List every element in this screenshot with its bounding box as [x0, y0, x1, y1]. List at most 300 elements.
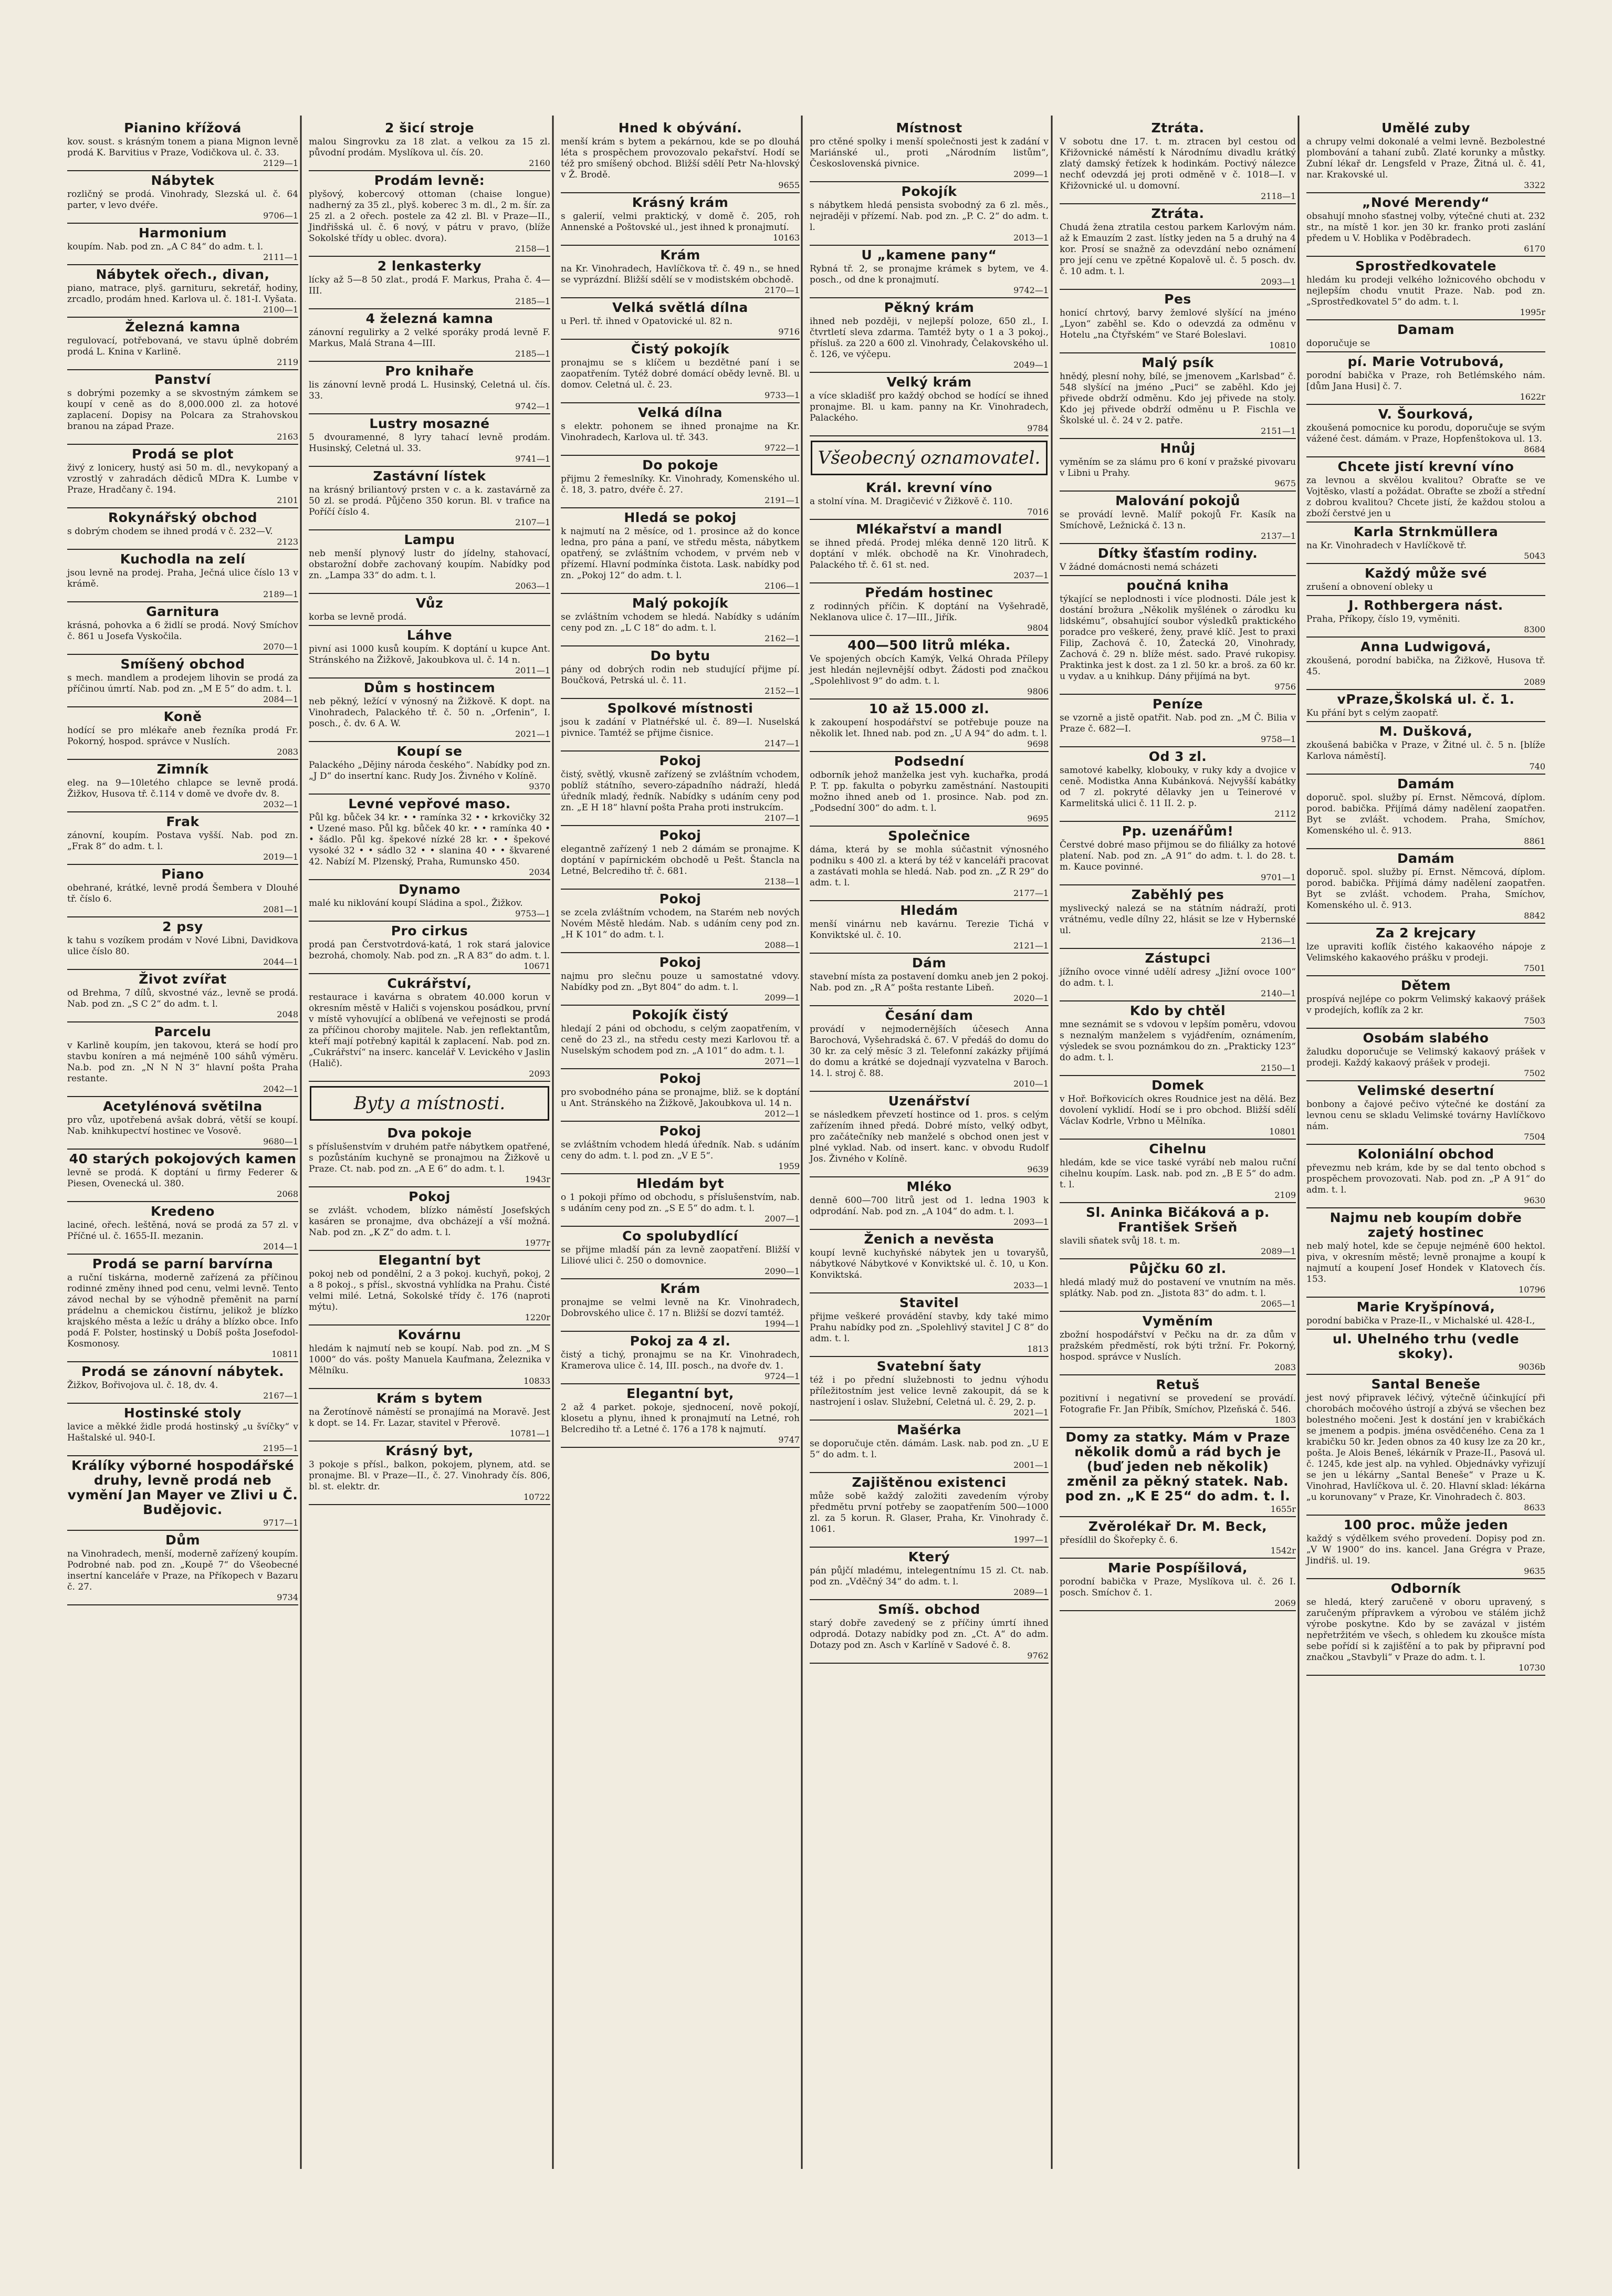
- ad-heading: Pro cirkus: [391, 923, 468, 938]
- ad-body: plyšový, kobercový ottoman (chaise longue) nadherný za 35 zl., plyš. koberec 3 m. dl., 2 m. šír. za 25 zl. a 2 ořech. postele za 42 zl. Bl. v Praze—II., Jindřišská ul. č. 6 nový, v pátru v pravo, (blíže Sokolské třídy u oblec. dvora).: [309, 189, 550, 244]
- ad-body: s nábytkem hledá pensista svobodný za 6 zl. měs., nejraději v přízemí. Nab. pod zn. „P. C. 2“ do adm. t. l.: [810, 200, 1049, 233]
- ad-reference-code: 1622r: [1520, 392, 1545, 402]
- classified-ad: [67, 552, 298, 602]
- classified-ad: [1060, 121, 1296, 204]
- ad-reference-code: 2111—1: [263, 252, 298, 262]
- ad-heading: Cihelnu: [1149, 1141, 1207, 1156]
- classified-ad: [67, 1025, 298, 1097]
- ad-body: pronajme se velmi levně na Kr. Vinohradech, Dobrovského ulice č. 17 n. Bližší se dozví tamtéž.: [561, 1297, 800, 1319]
- ad-reference-code: 9762: [1027, 1651, 1049, 1661]
- ad-body: v Karlině koupím, jen takovou, která se hodí pro stavbu koníren a má nejméně 100 sáhů výměru. Na.b. pod zn. „N N N 3“ hlavní pošta Praha restante.: [67, 1040, 298, 1084]
- ad-heading: Anna Ludwigová,: [1360, 639, 1492, 654]
- classified-ad: [561, 1176, 800, 1227]
- ad-body: se provádí levně. Malíř pokojů Fr. Kasík na Smíchově, Ležnická č. 13 n.: [1060, 509, 1296, 531]
- ad-reference-code: 8842: [1524, 911, 1545, 921]
- classified-ad: [561, 596, 800, 646]
- ad-body: Půl kg. bůček 34 kr. • • ramínka 32 • • krkovičky 32 • Uzené maso. Půl kg. bůček 40 kr. • • ramínka 40 • • šádlo. Půl kg. špekové nízké 28 kr. • • špekové vysoké 32 • • sádlo 32 • • slanina 40 • • škvarené 42. Nabízí M. Plzenský, Praha, Rumunsko 450.: [309, 812, 550, 867]
- column-4: [810, 120, 1049, 1666]
- ad-heading: Prodá se parní barvírna: [92, 1256, 274, 1271]
- ad-reference-code: 2106—1: [765, 581, 800, 591]
- ad-heading: Dám: [912, 955, 947, 970]
- ad-body: na Vinohradech, menší, moderně zařízený koupím. Podrobné nab. pod zn. „Koupě 7“ do Všeobecné insertní kanceláře v Praze, na Příkopech v Bazaru č. 27.: [67, 1549, 298, 1592]
- ad-heading: Dětem: [1400, 978, 1451, 993]
- ad-body: malé ku niklování koupí Sládina a spol., Žižkov.: [309, 898, 523, 909]
- ad-reference-code: 1977r: [525, 1238, 550, 1248]
- classified-ad: [561, 754, 800, 826]
- ad-reference-code: 2013—1: [1013, 233, 1049, 243]
- classified-ad: [309, 469, 550, 530]
- classified-ad: [1306, 121, 1545, 193]
- ad-reference-code: 9747: [778, 1435, 800, 1445]
- classified-ad: [810, 184, 1049, 246]
- classified-ad: [810, 903, 1049, 954]
- ad-body: pronajmu se s klíčem u bezdětné paní i se zaopatřením. Tytéž dobré domácí obědy levně. Bl. u domov. Celetná ul. č. 23.: [561, 358, 800, 390]
- ad-heading: Smíšený obchod: [120, 656, 245, 672]
- ad-heading: Pokoj: [659, 1123, 702, 1139]
- ad-reference-code: 2151—1: [1261, 426, 1296, 436]
- ad-reference-code: 2071—1: [765, 1056, 800, 1066]
- ad-heading: Pěkný krám: [884, 300, 975, 315]
- ad-body: hledám ku prodeji velkého ložnicového obchodu v nejlepším chodu vnutit Praze. Nab. pod zn. „Sprostředkovatel 5“ do adm. t. l.: [1306, 275, 1545, 307]
- ad-body: na Kr. Vinohradech v Havlíčkově tř.: [1306, 540, 1467, 551]
- ad-reference-code: 2093: [529, 1069, 550, 1079]
- ad-heading: Umělé zuby: [1381, 120, 1471, 135]
- ad-reference-code: 9370: [529, 781, 550, 791]
- classified-ad: [67, 1257, 298, 1362]
- ad-body: rozličný se prodá. Vinohrady, Slezská ul. č. 64 parter, v levo dvéře.: [67, 189, 298, 211]
- ad-body: u Perl. tř. ihned v Opatovické ul. 82 n.: [561, 316, 732, 327]
- ad-reference-code: 2083: [277, 747, 298, 757]
- ad-reference-code: 2195—1: [263, 1443, 298, 1453]
- ad-reference-code: 2177—1: [1013, 888, 1049, 898]
- ad-body: zánovní regulirky a 2 velké sporáky prodá levně F. Markus, Malá Strana 4—III.: [309, 327, 550, 349]
- classified-ad: [1060, 1004, 1296, 1076]
- ad-heading: poučná kniha: [1126, 578, 1229, 593]
- ad-reference-code: 9758—1: [1261, 734, 1296, 744]
- classified-ad: [1060, 1261, 1296, 1312]
- classified-ad: [1060, 749, 1296, 822]
- classified-ad: [1060, 1519, 1296, 1559]
- ad-heading: Krásný byt,: [385, 1443, 474, 1458]
- ad-heading: Pokojík čistý: [632, 1007, 729, 1022]
- ad-heading: Půjčku 60 zl.: [1129, 1261, 1227, 1276]
- ad-body: lis zánovní levně prodá L. Husinský, Celetná ul. čís. 33.: [309, 380, 550, 401]
- classified-ad: [1306, 407, 1545, 457]
- ad-heading: Mléko: [906, 1179, 952, 1194]
- classified-ad: [810, 1180, 1049, 1230]
- ad-heading: Peníze: [1152, 696, 1203, 712]
- classified-ad: [1060, 1078, 1296, 1140]
- ad-heading: 4 železná kamna: [365, 311, 494, 326]
- ad-body: pokoj neb od pondělní, 2 a 3 pokoj. kuchyň, pokoj, 2 a 8 pokoj., s přísl., skvostná vyhlídka na Prahu. Čisté velmi milé. Letná, Sokolské třídy č. 176 (naproti mýtu).: [309, 1269, 550, 1312]
- classified-ad: [561, 1008, 800, 1069]
- ad-body: Ku přání byt s celým zaopatř.: [1306, 708, 1439, 718]
- classified-ad: [1306, 1083, 1545, 1145]
- ad-heading: vPraze,Školská ul. č. 1.: [1337, 692, 1515, 707]
- classified-ad: [810, 481, 1049, 520]
- classified-ad: [1060, 1205, 1296, 1259]
- ad-reference-code: 9806: [1027, 686, 1049, 696]
- ad-body: lícky až 5—8 50 zlat., prodá F. Markus, Praha č. 4—III.: [309, 275, 550, 296]
- classified-ad: [309, 596, 550, 626]
- ad-reference-code: 2093—1: [1261, 277, 1296, 287]
- ad-reference-code: 2162—1: [765, 633, 800, 643]
- ad-heading: Smíš. obchod: [878, 1602, 980, 1617]
- ad-reference-code: 9706—1: [263, 211, 298, 221]
- classified-ad: [309, 311, 550, 362]
- ad-reference-code: 5043: [1524, 551, 1545, 561]
- classified-ad: [1060, 1314, 1296, 1375]
- ad-heading: V. Šourková,: [1378, 406, 1474, 422]
- ad-heading: Předám hostinec: [865, 585, 993, 600]
- classified-ad: [67, 920, 298, 970]
- classified-ad: [67, 173, 298, 224]
- ad-reference-code: 2088—1: [765, 940, 800, 950]
- ad-reference-code: 10833: [524, 1376, 550, 1386]
- ad-heading: Velká dílna: [638, 405, 723, 420]
- ad-heading: Damam: [1397, 322, 1455, 337]
- classified-ad: [309, 797, 550, 880]
- section-banner-label: Všeobecný oznamovatel.: [818, 447, 1041, 468]
- ad-body: jížního ovoce vinné udělí adresy „Jižní ovoce 100“ do adm. t. l.: [1060, 967, 1296, 988]
- classified-ad: [1306, 354, 1545, 405]
- ad-body: myslivecký nalezá se na státním nádraží, proti vrátnému, vedle dílny 22, hlásit se lze v Hybernské ul.: [1060, 903, 1296, 936]
- ad-reference-code: 1997—1: [1013, 1535, 1049, 1544]
- ad-body: jsou levně na prodej. Praha, Ječná ulice číslo 13 v krámě.: [67, 568, 298, 589]
- ad-heading: „Nové Merendy“: [1362, 195, 1490, 210]
- column-3: [561, 120, 800, 1450]
- ad-body: pány od dobrých rodin neb studující přijme pí. Boučková, Petrská ul. č. 11.: [561, 664, 800, 686]
- ad-heading: Velký krám: [886, 374, 972, 390]
- ad-heading: Mašérka: [897, 1422, 961, 1437]
- ad-body: doporučuje se: [1306, 338, 1370, 349]
- ad-reference-code: 1813: [1027, 1344, 1049, 1354]
- ad-body: pro svobodného pána se pronajme, bliž. se k doptání u Ant. Stránského na Žižkově, Jakoubkova ul. 14 n.: [561, 1087, 800, 1109]
- ad-heading: Zaběhlý pes: [1131, 887, 1224, 902]
- ad-reference-code: 10796: [1519, 1285, 1545, 1295]
- ad-body: s galerií, velmi praktický, v domě č. 205, roh Annenské a Poštovské ul., jest ihned k pronajmutí.: [561, 211, 800, 233]
- ad-reference-code: 2068: [277, 1189, 298, 1199]
- classified-ad: [67, 510, 298, 550]
- ad-body: Palackého „Dějiny národa českého“. Nabídky pod zn. „J D“ do insertní kanc. Rudy Jos. Živného v Kolíně.: [309, 760, 550, 781]
- ad-body: živý z lonicery, hustý asi 50 m. dl., nevykopaný a vzrostlý v zahradách dědiců MDra K. Lumbe v Praze, Hradčany č. 194.: [67, 463, 298, 495]
- ad-body: čistý, světlý, vkusně zařízený se zvláštním vchodem, poblíž státního, severo-západního nádraží, hledá úředník mladý, ředník. Nabídky s udáním ceny pod zn. „E H 18“ hlavní pošta Praha proti instrukcím.: [561, 769, 800, 813]
- ad-heading: Pro knihaře: [385, 363, 474, 379]
- classified-ad: [1060, 1142, 1296, 1203]
- ad-heading: Zastávní lístek: [373, 468, 486, 484]
- ad-heading: Zástupci: [1145, 951, 1211, 966]
- ad-body: 3 pokoje s přísl., balkon, pokojem, plynem, atd. se pronajme. Bl. v Praze—II., č. 27. Vinohrady čís. 806, bl. st. elektr. dr.: [309, 1459, 550, 1492]
- classified-ad: [561, 300, 800, 340]
- ad-body: denně 600—700 litrů jest od 1. ledna 1903 k odprodání. Nab. pod zn. „A 104“ do adm. t. l.: [810, 1195, 1049, 1217]
- ad-body: o 1 pokoji přímo od obchodu, s příslušenstvím, nab. s udáním ceny pod zn. „S E 5“ do adm. t. l.: [561, 1192, 800, 1214]
- ad-body: porodní babička v Praze-II., v Michalské ul. 428-I.,: [1306, 1316, 1535, 1326]
- ad-body: na Kr. Vinohradech, Havlíčkova tř. č. 49 n., se hned se vyprázdní. Bližší sdělí se v modistském obchodě.: [561, 264, 800, 285]
- ad-heading: Do pokoje: [642, 457, 718, 473]
- classified-ad: [309, 364, 550, 414]
- ad-reference-code: 2090—1: [765, 1266, 800, 1276]
- classified-ad: [1306, 692, 1545, 722]
- ad-reference-code: 9036b: [1519, 1362, 1545, 1372]
- classified-ad: [67, 447, 298, 508]
- classified-ad: [67, 657, 298, 707]
- classified-ad: [309, 173, 550, 257]
- classified-ad: [309, 1444, 550, 1505]
- ad-reference-code: 9675: [1274, 478, 1296, 488]
- ad-heading: 40 starých pokojových kamen: [69, 1151, 297, 1166]
- ad-reference-code: 1994—1: [765, 1319, 800, 1329]
- classified-ad: [1060, 292, 1296, 353]
- classified-ad: [1306, 926, 1545, 976]
- ad-body: Chudá žena ztratila cestou parkem Karlovým nám. až k Emauzím 2 zast. lístky jeden na 5 a druhý na 4 kor. Prosí se snažně za odevzdání nebo oznámení pro její cenu ve zpětné Kopalově ul. č. 5 posch. dv. č. 10 adm. t. l.: [1060, 222, 1296, 277]
- ad-body: lavice a měkké židle prodá hostinský „u švíčky“ v Haštalské ul. 940-I.: [67, 1422, 298, 1443]
- ad-body: žaludku doporučuje se Velimský kakaový prášek v prodeji. Každý kakaový prášek v prodeji.: [1306, 1047, 1545, 1068]
- ad-reference-code: 1542r: [1270, 1546, 1296, 1556]
- ad-body: V sobotu dne 17. t. m. ztracen byl cestou od Křižovnické náměstí k Národnímu divadlu krátký zlatý damský řetízek k hodinkám. Poctivý nálezce nechť odevzdá jej proti odměně v č. 1018—I. v Křižovnické ul. u domovní.: [1060, 137, 1296, 191]
- ad-reference-code: 2136—1: [1261, 936, 1296, 946]
- classified-ad: [1306, 322, 1545, 352]
- classified-ad: [67, 226, 298, 265]
- ad-reference-code: 9716: [778, 327, 800, 337]
- classified-ad: [67, 1458, 298, 1531]
- classified-ad: [561, 955, 800, 1006]
- classified-ad: [561, 828, 800, 890]
- classified-ad: [1306, 1147, 1545, 1208]
- ad-heading: Koně: [163, 709, 202, 724]
- ad-heading: Sl. Aninka Bičáková a p. František Sršeň: [1086, 1205, 1270, 1235]
- classified-ad: [1060, 951, 1296, 1001]
- ad-body: zrušení a obnovení obleky u: [1306, 582, 1433, 592]
- ad-reference-code: 2032—1: [263, 799, 298, 809]
- classified-ad: [1060, 824, 1296, 885]
- ad-reference-code: 2037—1: [1013, 570, 1049, 580]
- ad-heading: U „kamene pany“: [861, 247, 997, 263]
- ad-body: 5 dvouramenné, 8 lyry tahací levně prodám. Husinský, Celetná ul. 33.: [309, 432, 550, 454]
- ad-reference-code: 9695: [1027, 813, 1049, 823]
- classified-ad: [810, 121, 1049, 182]
- ad-body: koupí levně kuchyňské nábytek jen u tovaryšů, nábytkové Nábytkové v Konviktské ul. č. 10, u Kon. Konviktská.: [810, 1248, 1049, 1280]
- ad-heading: Hostinské stoly: [123, 1405, 242, 1421]
- classified-ad: [309, 924, 550, 974]
- classified-ad: [810, 586, 1049, 636]
- ad-heading: Najmu neb koupím dobře zajetý hostinec: [1330, 1210, 1522, 1240]
- classified-ad: [1306, 978, 1545, 1029]
- ad-reference-code: 10722: [524, 1492, 550, 1502]
- classified-ad: [67, 709, 298, 760]
- ad-reference-code: 2138—1: [765, 876, 800, 886]
- classified-ad: [561, 248, 800, 298]
- ad-heading: Láhve: [406, 628, 453, 643]
- ad-heading: Kredeno: [151, 1204, 215, 1219]
- ad-reference-code: 2089—1: [1013, 1587, 1049, 1597]
- ad-heading: 2 lenkasterky: [377, 258, 482, 274]
- ad-reference-code: 2044—1: [263, 957, 298, 967]
- classified-ad: [810, 1550, 1049, 1600]
- classified-ad: [810, 754, 1049, 827]
- ad-reference-code: 2137—1: [1261, 531, 1296, 541]
- ad-reference-code: 2191—1: [765, 495, 800, 505]
- classified-ad: [561, 1229, 800, 1279]
- ad-heading: Kdo by chtěl: [1129, 1003, 1226, 1018]
- ad-reference-code: 9733—1: [765, 390, 800, 400]
- ad-reference-code: 8300: [1524, 624, 1545, 634]
- ad-heading: Spolkové místnosti: [607, 701, 753, 716]
- ad-reference-code: 2129—1: [263, 158, 298, 168]
- classified-ad: [67, 1533, 298, 1605]
- classified-ad: [561, 1124, 800, 1174]
- classified-ad: [309, 744, 550, 795]
- classified-ad: [810, 1094, 1049, 1177]
- ad-body: odborník jehož manželka jest vyh. kuchařka, prodá P. T. pp. fakulta o pobyrku zaměstnání. Nastoupiti možno ihned aneb od 1. prosince. Nab. pod zn. „Podsední 300“ do adm. t. l.: [810, 770, 1049, 813]
- ad-body: se zcela zvláštním vchodem, na Starém neb nových Novém Městě hledám. Nab. s udáním ceny pod zn. „H K 101“ do adm. t. l.: [561, 907, 800, 940]
- ad-heading: Lampu: [404, 532, 455, 547]
- ad-reference-code: 2185—1: [515, 296, 550, 306]
- ad-reference-code: 2034: [529, 867, 550, 877]
- ad-heading: Krám: [660, 247, 700, 263]
- ad-reference-code: 10801: [1269, 1126, 1296, 1136]
- classified-ad: [810, 1423, 1049, 1473]
- ad-heading: Dům s hostincem: [363, 680, 496, 695]
- ad-body: se ihned předá. Prodej mléka denně 120 litrů. K doptání v mlék. obchodě na Kr. Vinohradech, Palackého tř. č. 61 st. ned.: [810, 538, 1049, 570]
- classified-ad: [1306, 598, 1545, 638]
- ad-reference-code: 9753—1: [515, 909, 550, 919]
- ad-reference-code: 7504: [1524, 1132, 1545, 1142]
- classified-ad: [309, 681, 550, 742]
- classified-ad: [561, 649, 800, 699]
- ad-body: jest nový připravek léčivý, výtečně účinkující při chorobách močového ústrojí a zbývá se všechen bez bolestného močeni. Jest k dostání jen v krabičkách se jmenem a podpis. jména osvědčeného. Cena za 1 krabičku 50 kr. Jeden obnos za 40 kusy lze za 20 kr., pošta. Je Alois Beneš, lékárník v Praze-II., Pasová ul. č. 1245, kde jest alp. na vyhled. Objednávky vyřizují se jen u lékárny „Santal Beneše“ v Praze u K. Vinohrad, Havlíčkova ul. č. 20. Hlavní sklad: lékárna „u korunovany“ v Praze, Kr. Vinohradech č. 803.: [1306, 1393, 1545, 1502]
- ad-body: převezmu neb krám, kde by se dal tento obchod s prospěchem provozovati. Nab. pod zn. „P A 91“ do adm. t. l.: [1306, 1163, 1545, 1195]
- column-2: [309, 120, 550, 1507]
- ad-reference-code: 2123: [277, 537, 298, 547]
- ad-heading: Malý psík: [1142, 355, 1214, 370]
- classified-ad: [67, 867, 298, 917]
- ad-body: stavební místa za postavení domku aneb jen 2 pokoj. Nab. pod zn. „R A“ pošta restante Libeň.: [810, 972, 1049, 993]
- ad-body: k najmutí na 2 měsíce, od 1. prosince až do konce ledna, pro pána a paní, ve středu města, nábytkem opatřený, se zvláštním vchodem, v prvém neb v přízemí. Hlavní podmínka čistota. Lask. nabídky pod zn. „Pokoj 12“ do adm. t. l.: [561, 526, 800, 581]
- classified-ad: [810, 956, 1049, 1006]
- ad-reference-code: 2089: [1524, 677, 1545, 687]
- ad-reference-code: 2014—1: [263, 1241, 298, 1251]
- ad-body: ihned neb později, v nejlepší poloze, 650 zl., I. čtvrtletí sleva zdarma. Tamtéž byty o 1 a 3 pokoj., přísluš. za 220 a 600 zl. Vinohrady, Čelakovského ul. č. 126, ve výčepu.: [810, 316, 1049, 360]
- ad-reference-code: 2101: [277, 495, 298, 505]
- ad-reference-code: 7502: [1524, 1068, 1545, 1078]
- ad-heading: 10 až 15.000 zl.: [868, 701, 990, 716]
- ad-heading: Co spolubydlící: [622, 1228, 738, 1244]
- ad-reference-code: 9722—1: [765, 443, 800, 453]
- classified-ad: [1060, 441, 1296, 492]
- ad-heading: Pokojík: [901, 184, 957, 199]
- ad-reference-code: 2160: [529, 158, 550, 168]
- ad-heading: Piano: [161, 867, 204, 882]
- ad-body: samotové kabelky, klobouky, v ruky kdy a dvojice v ceně. Modistka Anna Kubánková. Nejvyšší kabátky od 7 zl. pokryté dělavky jen u Teinerové v Karmelitská ulici č. 11 II. 2. p.: [1060, 765, 1296, 809]
- ad-body: hledají 2 páni od obchodu, s celým zaopatřením, v ceně do 23 zl., na středu cesty mezi Karlovou tř. a Nuselským schodem pod zn. „A 101“ do adm. t. l.: [561, 1024, 800, 1056]
- ad-body: 2 až 4 parket. pokoje, sjednocení, nově pokojí, klosetu a plynu, ihned k pronajmutí na Letné, roh Belcrediho tř. a Letné č. 176 a 178 k najmutí.: [561, 1402, 800, 1435]
- ad-reference-code: 10671: [524, 961, 550, 971]
- classified-ad: [1306, 195, 1545, 257]
- ad-body: též i po přední služebnosti to jednu výhodu příležitostním jest velice levně zakoupit, dá se k nastrojení i oslav. Služební, Celetná ul. č. 29, 2. p.: [810, 1375, 1049, 1407]
- ad-body: a ruční tiskárna, moderně zařízená za příčinou rodinné změny ihned pod cenu, velmi levně. Tento závod nechal by se výhodně přeměnit na parní prádelnu a chemickou čistírnu, jelikož je blízko krajského města a ležíc u dráhy a blízko obce. Info podá F. Polster, hostinský u Dobíš pošta Josefodol-Kosmonosy.: [67, 1272, 298, 1349]
- ad-reference-code: 10781—1: [509, 1428, 550, 1438]
- ad-body: hodící se pro mlékaře aneb řezníka prodá Fr. Pokorný, hospod. správce v Nuslích.: [67, 725, 298, 747]
- ad-body: zánovní, koupím. Postava vyšší. Nab. pod zn. „Frak 8“ do adm. t. l.: [67, 830, 298, 852]
- ad-reference-code: 1995r: [1520, 307, 1545, 317]
- ad-reference-code: 1220r: [525, 1312, 550, 1322]
- section-banner-label: Byty a místnosti.: [353, 1093, 506, 1114]
- ad-heading: Pokoj: [659, 1071, 702, 1086]
- ad-body: malou Singrovku za 18 zlat. a velkou za 15 zl. původní prodám. Myslíkova ul. čís. 20.: [309, 137, 550, 158]
- classified-ad: [1306, 525, 1545, 564]
- ad-heading: Karla Strnkmüllera: [1353, 524, 1499, 539]
- classified-ad: [1060, 1430, 1296, 1517]
- classified-ad: [1060, 697, 1296, 747]
- classified-ad: [67, 815, 298, 865]
- classified-ad: [810, 1232, 1049, 1293]
- classified-ad: [810, 300, 1049, 373]
- classified-ad: [1306, 640, 1545, 690]
- ad-heading: Hned k obývání.: [618, 120, 742, 135]
- ad-heading: Damám: [1397, 851, 1455, 866]
- ad-heading: M. Dušková,: [1379, 724, 1473, 739]
- ad-heading: Dítky šťastím rodiny.: [1097, 546, 1258, 561]
- ad-body: krásná, pohovka a 6 židlí se prodá. Nový Smíchov č. 861 u Josefa Vyskočila.: [67, 620, 298, 642]
- ad-heading: Malý pokojík: [632, 596, 729, 611]
- ad-reference-code: 2099—1: [765, 993, 800, 1003]
- ad-body: Praha, Příkopy, číslo 19, vyměniti.: [1306, 614, 1460, 624]
- ad-body: s příslušenstvím v druhém patře nábytkem opatřené, s pozůstáním kuchyně se pronajmou na Žižkově u Praze. Ct. nab. pod zn. „A E 6“ do adm. t. l.: [309, 1142, 550, 1174]
- classified-ad: [810, 1359, 1049, 1421]
- ad-heading: Harmonium: [138, 225, 227, 241]
- ad-reference-code: 2007—1: [765, 1214, 800, 1224]
- ad-reference-code: 9639: [1027, 1164, 1049, 1174]
- ad-heading: Santal Beneše: [1371, 1376, 1481, 1392]
- classified-ad: [1306, 724, 1545, 775]
- ad-reference-code: 2012—1: [765, 1109, 800, 1119]
- classified-ad: [309, 533, 550, 594]
- ad-body: z rodinných příčin. K doptání na Vyšehradě, Neklanova ulice č. 17—III., Jiřík.: [810, 601, 1049, 623]
- ad-heading: Panství: [154, 372, 211, 387]
- ad-reference-code: 7016: [1027, 507, 1049, 517]
- ad-body: se přijme mladší pán za levně zaopatření. Bližší v Liliové ulici č. 250 o domovnice.: [561, 1245, 800, 1266]
- ad-reference-code: 2019—1: [263, 852, 298, 862]
- ad-body: elegantně zařízený 1 neb 2 dámám se pronajme. K doptání v papírnickém obchodě u Pešt. Štancla na Letné, Belcrediho tř. č. 681.: [561, 844, 800, 876]
- ad-heading: Vůz: [415, 596, 444, 611]
- ad-body: zkoušená babička v Praze, v Žitné ul. č. 5 n. [blíže Karlova náměstí].: [1306, 740, 1545, 761]
- ad-heading: Zajištěnou existenci: [852, 1475, 1007, 1490]
- ad-heading: Garnitura: [146, 604, 219, 619]
- classified-ad: [810, 1296, 1049, 1357]
- ad-reference-code: 2099—1: [1013, 169, 1049, 179]
- classified-ad: [1306, 460, 1545, 523]
- ad-body: obsahují mnoho sťastnej volby, výtečné chuti at. 232 str., na místě 1 kor. jen 30 kr. franko proti zaslání předem u V. Hoblika v Poděbradech.: [1306, 211, 1545, 244]
- ad-body: zbožní hospodářství v Pečku na dr. za dům v pražském předměstí, rok býti tržní. Fr. Pokorný, hospod. správce v Nuslích.: [1060, 1330, 1296, 1362]
- classified-ad: [1060, 1561, 1296, 1611]
- ad-reference-code: 8633: [1524, 1502, 1545, 1512]
- ad-heading: Sprostředkovatele: [1355, 258, 1496, 274]
- classified-ad: [309, 1189, 550, 1251]
- ad-reference-code: 6170: [1524, 244, 1545, 254]
- ad-body: Čerstvé dobré maso přijmou se do filiálky za hotové platení. Nab. pod zn. „A 91“ do adm. t. l. do 28. t. m. Kauce povinné.: [1060, 840, 1296, 872]
- classified-ad: [561, 510, 800, 594]
- ad-heading: Parcelu: [154, 1024, 212, 1039]
- ad-heading: Pokoj: [659, 828, 702, 843]
- ad-heading: Který: [908, 1549, 950, 1564]
- classified-ad: [67, 372, 298, 445]
- ad-body: provádí v nejmodernějších účesech Anna Barochová, Vyšehradská č. 67. V předáš do domu do 30 kr. za celý měsíc 3 zl. Telefonní zakázky přijímá do domu a krátké se dojednají vyzvatelna v Baroch. 14. l. stroj č. 88.: [810, 1024, 1049, 1079]
- classified-ad: [561, 458, 800, 508]
- ad-body: na krásný briliantový prsten v c. a k. zastavárně za 50 zl. se prodá. Půjčeno 350 korun. Bl. v trafice na Poříčí číslo 4.: [309, 485, 550, 517]
- ad-heading: Frak: [166, 814, 200, 829]
- classified-ad: [1306, 1031, 1545, 1081]
- classified-ad: [309, 1126, 550, 1187]
